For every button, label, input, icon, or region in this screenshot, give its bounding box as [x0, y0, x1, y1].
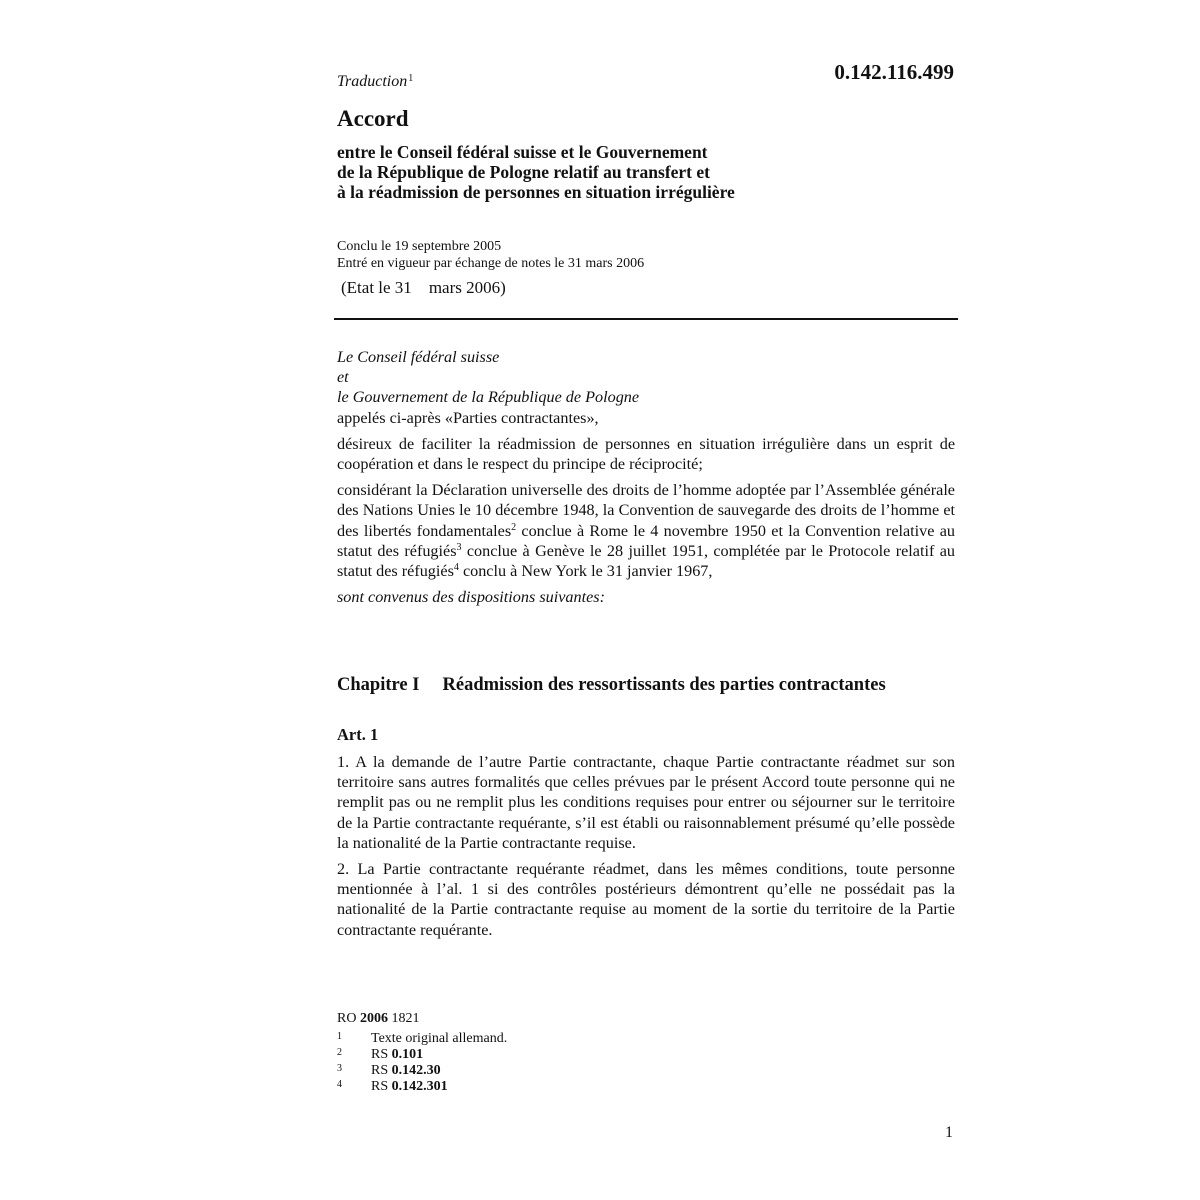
footnote — [337, 1079, 507, 1095]
chapter-heading — [337, 675, 886, 696]
preamble-desiring: désireux de faciliter la réadmission de personnes en situation irrégulière dans un esprit de coopération et dans le respect du principe de réciprocité; — [337, 434, 955, 474]
party-2: le Gouvernement de la République de Pologne — [337, 388, 640, 407]
preamble-considering: considérant la Déclaration universelle des droits de l’homme adoptée par l’Assemblée générale des Nations Unies le 10 décembre 1948, la Convention de sauvegarde des droits de l’homme et des libertés fondamentales$^2$ conclue à Rome le 4 novembre 1950 et la Convention relative au statut des réfugiés$^3$ conclue à Genève le 28 juillet 1951, complétée par le Protocole relatif au statut des réfugiés$^4$ conclu à New York le 31 janvier 1967, — [337, 481, 955, 581]
footnote-ref[interactable]: 1 — [408, 73, 414, 84]
document-subtitle — [337, 142, 735, 202]
article-paragraph: 1. A la demande de l’autre Partie contractante, chaque Partie contractante réadmet sur son territoire sans autres formalités que celles prévues par le présent Accord toute personne qui ne remplit pas ou ne remplit plus les conditions requises pour entrer ou séjourner sur le territoire de la Partie contractante requérante, s’il est établi ou raisonnablement présumé qu’elle possède la nationalité de la Partie contractante requise. — [337, 753, 955, 852]
footnote — [337, 1031, 507, 1047]
article-paragraph: 2. La Partie contractante requérante réadmet, dans les mêmes conditions, toute personne mentionnée à l’al. 1 si des contrôles postérieurs démontrent qu’elle ne possédait pas la nationalité de la Partie contractante requise au moment de la sortie du territoire de la Partie contractante requérante. — [337, 860, 955, 939]
article-body — [337, 752, 955, 940]
party-1: Le Conseil fédéral suisse — [337, 348, 500, 366]
official-compilation-ref: RO 2006 1821 — [337, 1011, 420, 1026]
footnotes — [337, 1031, 507, 1095]
footnote — [337, 1063, 507, 1079]
state-date: (Etat le 31 mars 2006) — [341, 278, 506, 297]
subtitle-line: à la réadmission de personnes en situation irrégulière — [337, 182, 735, 202]
footnote-text: Texte original allemand. — [371, 1031, 508, 1046]
in-force-date: Entré en vigueur par échange de notes le 31 mars 2006 — [337, 256, 645, 271]
preamble — [337, 347, 955, 607]
preamble-agreed: sont convenus des dispositions suivantes: — [337, 588, 605, 607]
translation-label: Traduction$^1$ — [337, 73, 414, 90]
footnote-number: 4 — [337, 1079, 342, 1090]
footnote-number: 2 — [337, 1047, 342, 1058]
article-heading: Art. 1 — [337, 725, 379, 744]
footnote-ref[interactable]: 4 — [453, 562, 459, 574]
footnote — [337, 1047, 507, 1063]
header-divider — [334, 318, 958, 320]
footnote-text: RS 0.101 — [371, 1047, 424, 1062]
footnote-ref[interactable]: 2 — [511, 521, 517, 533]
sr-number: 0.142.116.499 — [834, 60, 954, 84]
footnote-text: RS 0.142.30 — [371, 1063, 441, 1078]
document-title: Accord — [337, 106, 409, 131]
parties-definition: appelés ci-après «Parties contractantes», — [337, 408, 599, 427]
conclusion-metadata — [337, 238, 644, 272]
footnote-number: 1 — [337, 1031, 342, 1042]
page-number: 1 — [945, 1124, 953, 1141]
footnote-number: 3 — [337, 1063, 342, 1074]
subtitle-line: de la République de Pologne relatif au transfert et — [337, 162, 710, 182]
conjunction: et — [337, 368, 349, 387]
footnote-ref[interactable]: 3 — [456, 541, 462, 553]
concluded-date: Conclu le 19 septembre 2005 — [337, 239, 502, 254]
subtitle-line: entre le Conseil fédéral suisse et le Gouvernement — [337, 142, 708, 162]
footnote-text: RS 0.142.301 — [371, 1079, 448, 1094]
chapter-number: Chapitre I — [337, 675, 420, 695]
chapter-title: Réadmission des ressortissants des parties contractantes — [442, 675, 886, 695]
